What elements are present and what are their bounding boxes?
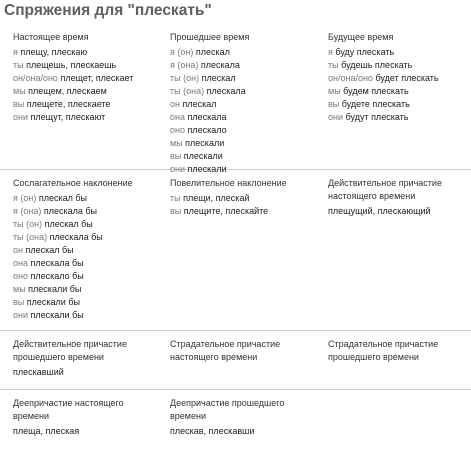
pronoun: я [328, 47, 333, 57]
conjugation-line [13, 192, 133, 205]
pronoun: она [13, 258, 28, 268]
verb-form: плещу, плескаю [20, 47, 88, 57]
conjugation-line [170, 46, 249, 59]
pronoun: они [328, 112, 344, 122]
conjugation-line [13, 72, 133, 85]
verb-form: буду плескать [335, 47, 395, 57]
pronoun: мы [13, 86, 26, 96]
pronoun: оно [13, 271, 28, 281]
conjugation-line [170, 111, 249, 124]
conjugation-line [13, 218, 133, 231]
pronoun: вы [13, 297, 25, 307]
verb-form: плескавший [13, 367, 64, 377]
conjugation-line [13, 270, 133, 283]
verb-form: плещешь, плескаешь [26, 60, 117, 70]
verb-form: плескал [201, 73, 236, 83]
pronoun: ты [170, 193, 181, 203]
tense-heading: Деепричастие настоящего времени [13, 398, 124, 421]
pronoun: вы [170, 151, 182, 161]
verb-form: плескав, плескавши [170, 426, 255, 436]
conjugation-line [328, 46, 439, 59]
pronoun: ты [328, 60, 339, 70]
tense-heading: Страдательное причастие настоящего времени [170, 339, 281, 362]
tense-heading: Страдательное причастие прошедшего времени [328, 339, 439, 362]
pronoun: мы [13, 284, 26, 294]
conjugation-line [328, 85, 439, 98]
conjugation-cell [13, 24, 133, 124]
verb-form: будем плескать [343, 86, 409, 96]
verb-form: плескал бы [25, 245, 74, 255]
pronoun: мы [328, 86, 341, 96]
conjugation-line [170, 192, 287, 205]
pronoun: я (он) [13, 193, 37, 203]
tense-heading: Сослагательное наклонение [13, 178, 133, 188]
pronoun: она [170, 112, 185, 122]
conjugation-line [328, 98, 439, 111]
tense-heading: Действительное причастие прошедшего времени [13, 339, 127, 362]
conjugation-line [13, 244, 133, 257]
pronoun: я (он) [170, 47, 194, 57]
conjugation-line [13, 283, 133, 296]
section-row-2 [0, 170, 471, 331]
pronoun: ты [13, 60, 24, 70]
verb-form: будете плескать [341, 99, 410, 109]
verb-form: плещете, плескаете [26, 99, 111, 109]
pronoun: ты (он) [13, 219, 43, 229]
pronoun: я (она) [170, 60, 199, 70]
pronoun: оно [170, 125, 185, 135]
verb-form: плескали бы [30, 310, 84, 320]
tense-heading: Повелительное наклонение [170, 178, 287, 188]
pronoun: они [13, 310, 29, 320]
tense-heading: Деепричастие прошедшего времени [170, 398, 285, 421]
pronoun: ты (он) [170, 73, 200, 83]
section-row-4 [0, 390, 471, 452]
verb-form: плескали бы [28, 284, 82, 294]
conjugation-line [170, 137, 249, 150]
conjugation-line [170, 59, 249, 72]
tense-heading: Настоящее время [13, 32, 89, 42]
conjugation-line [13, 59, 133, 72]
verb-form: плещут, плескают [30, 112, 106, 122]
conjugation-line [328, 111, 439, 124]
section-row-1 [0, 24, 471, 174]
conjugation-cell [328, 24, 439, 124]
pronoun: он [170, 99, 180, 109]
verb-form: плескала [200, 60, 240, 70]
conjugation-line [170, 205, 287, 218]
conjugation-line [13, 309, 133, 322]
conjugation-cell [13, 390, 124, 438]
conjugation-line [13, 46, 133, 59]
verb-form: плещи, плескай [183, 193, 250, 203]
conjugation-line [13, 296, 133, 309]
verb-form: плескало [187, 125, 227, 135]
pronoun: ты (она) [170, 86, 205, 96]
verb-form: плескала бы [43, 206, 98, 216]
conjugation-line [13, 111, 133, 124]
conjugation-line [13, 85, 133, 98]
conjugation-line [170, 425, 284, 438]
verb-form: плескали [183, 151, 223, 161]
verb-form: будет плескать [375, 73, 439, 83]
conjugation-line [328, 205, 442, 218]
conjugation-line [13, 425, 124, 438]
conjugation-line [328, 72, 439, 85]
pronoun: он/она/оно [328, 73, 373, 83]
conjugation-cell [170, 24, 249, 176]
verb-form: плещет, плескает [60, 73, 134, 83]
conjugation-line [170, 150, 249, 163]
pronoun: вы [170, 206, 182, 216]
conjugation-cell [328, 170, 442, 218]
conjugation-cell [170, 390, 284, 438]
verb-form: плескал [195, 47, 230, 57]
tense-heading: Будущее время [328, 32, 394, 42]
verb-form: плескала [187, 112, 227, 122]
conjugation-line [13, 257, 133, 270]
conjugation-cell [13, 331, 127, 379]
tense-heading: Действительное причастие настоящего времени [328, 178, 442, 201]
verb-form: плескало бы [30, 271, 84, 281]
pronoun: он [13, 245, 23, 255]
conjugation-line [170, 98, 249, 111]
verb-form: плещите, плескайте [183, 206, 269, 216]
conjugation-line [170, 124, 249, 137]
conjugation-line [13, 98, 133, 111]
verb-form: плескали бы [26, 297, 80, 307]
pronoun: мы [170, 138, 183, 148]
conjugation-cell [13, 170, 133, 322]
pronoun: ты (она) [13, 232, 48, 242]
pronoun: я (она) [13, 206, 42, 216]
pronoun: вы [13, 99, 25, 109]
tense-heading: Прошедшее время [170, 32, 250, 42]
conjugation-line [328, 59, 439, 72]
conjugation-line [13, 231, 133, 244]
page-title: Спряжения для "плескать" [4, 2, 212, 19]
verb-form: плескали [187, 164, 227, 174]
verb-form: плещем, плескаем [28, 86, 107, 96]
verb-form: будут плескать [345, 112, 409, 122]
verb-form: плескала бы [30, 258, 84, 268]
pronoun: они [13, 112, 29, 122]
verb-form: будешь плескать [341, 60, 413, 70]
pronoun: он/она/оно [13, 73, 58, 83]
conjugation-cell [170, 331, 280, 366]
conjugation-line [13, 366, 127, 379]
conjugation-line [170, 85, 249, 98]
pronoun: вы [328, 99, 340, 109]
conjugation-table [0, 24, 471, 452]
conjugation-line [170, 72, 249, 85]
verb-form: плескал бы [44, 219, 93, 229]
pronoun: они [170, 164, 186, 174]
verb-form: плескала бы [49, 232, 103, 242]
verb-form: плещущий, плескающий [328, 206, 431, 216]
verb-form: плескал [182, 99, 217, 109]
conjugation-cell [170, 170, 287, 218]
section-row-3 [0, 331, 471, 390]
verb-form: плеща, плеская [13, 426, 80, 436]
verb-form: плескал бы [38, 193, 88, 203]
verb-form: плескали [185, 138, 225, 148]
conjugation-line [13, 205, 133, 218]
conjugation-cell [328, 331, 438, 366]
pronoun: я [13, 47, 18, 57]
verb-form: плескала [206, 86, 246, 96]
